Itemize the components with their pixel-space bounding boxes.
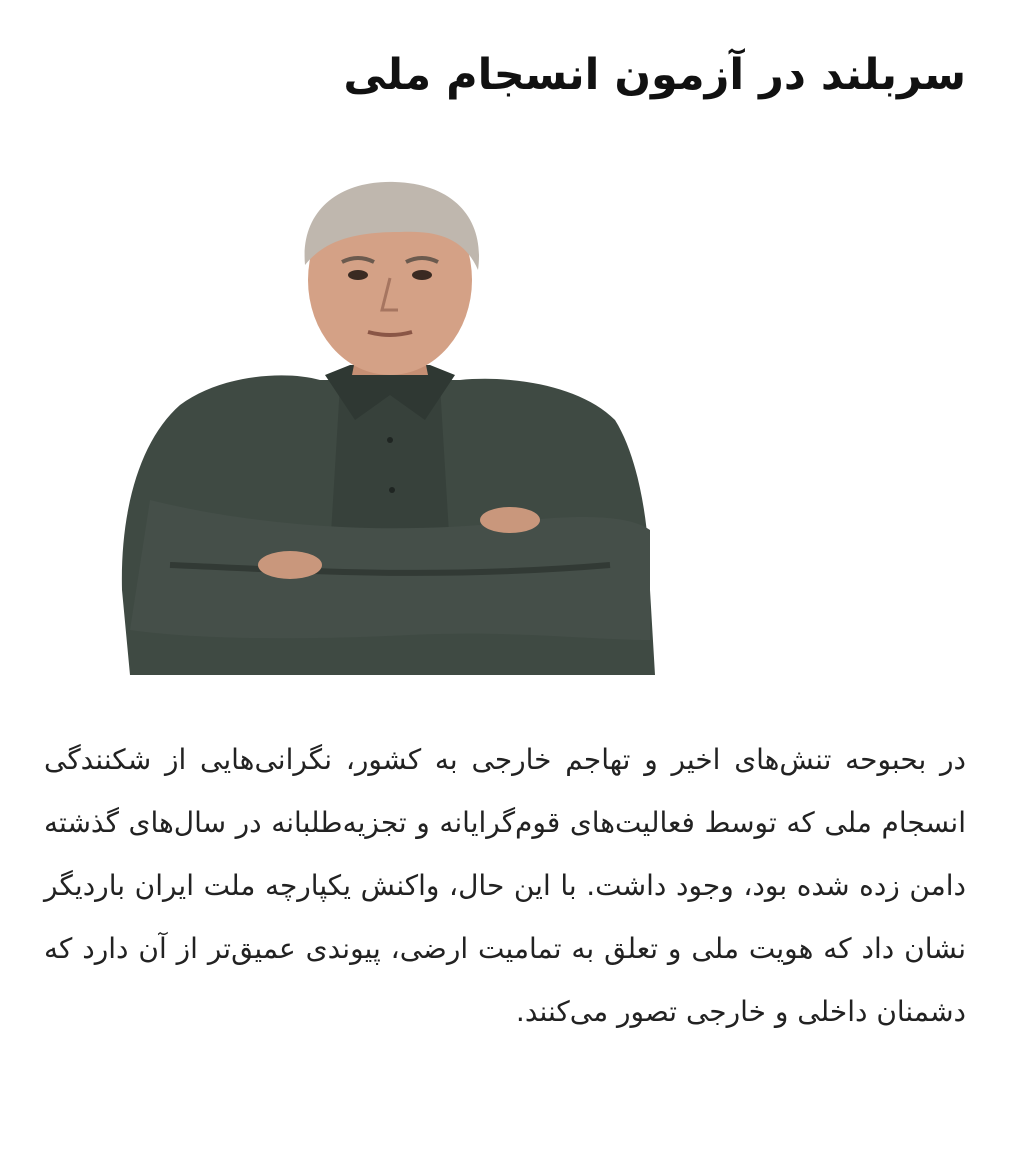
portrait-photo-icon	[110, 170, 670, 680]
author-photo	[110, 170, 670, 680]
article-body: در بحبوحه تنش‌های اخیر و تهاجم خارجی به کشور، نگرانی‌هایی از شکنندگی انسجام ملی که توسط فعالیت‌های قوم‌گرایانه و تجزیه‌طلبانه در سال‌های گذشته دامن زده شده بود، وجود داشت. با این حال، واکنش یکپارچه ملت ایران باردیگر نشان داد که هویت ملی و تعلق به تمامیت ارضی، پیوندی عمیق‌تر از آن دارد که دشمنان داخلی و خارجی تصور می‌کنند.	[44, 743, 966, 1028]
article-title: سربلند در آزمون انسجام ملی	[343, 50, 966, 100]
